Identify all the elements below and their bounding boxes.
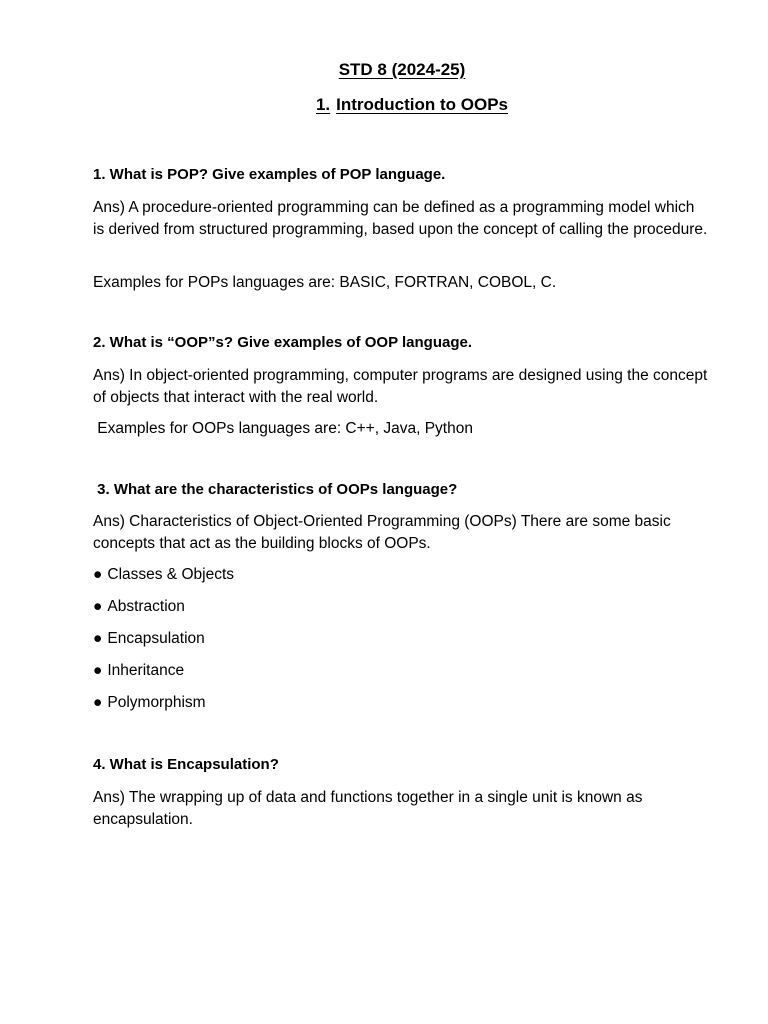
question-3: 3. What are the characteristics of OOPs language?: [93, 481, 458, 498]
chapter-number: 1.: [315, 95, 331, 114]
bullet-item: [93, 630, 205, 648]
bullet-item: [93, 662, 184, 680]
bullet-text: Polymorphism: [107, 694, 206, 711]
bullet-item: [93, 694, 206, 712]
bullet-text: Classes & Objects: [107, 566, 235, 583]
chapter-heading: [28, 95, 768, 115]
bullet-icon: ●: [93, 662, 103, 679]
bullet-icon: ●: [93, 694, 103, 711]
bullet-text: Encapsulation: [107, 630, 205, 647]
examples-1: Examples for POPs languages are: BASIC, FORTRAN, COBOL, C.: [93, 274, 557, 291]
question-1: 1. What is POP? Give examples of POP language.: [93, 166, 446, 183]
question-4: 4. What is Encapsulation?: [93, 756, 279, 773]
class-year-text: STD 8 (2024-25): [338, 60, 466, 79]
bullet-icon: ●: [93, 630, 103, 647]
bullet-text: Inheritance: [107, 662, 185, 679]
answer-2: Ans) In object-oriented programming, computer programs are designed using the concept of objects that interact with the real world.: [93, 367, 708, 406]
chapter-title: Introduction to OOPs: [336, 95, 509, 114]
class-year-heading: [18, 60, 768, 80]
bullet-icon: ●: [93, 598, 103, 615]
bullet-item: [93, 598, 185, 616]
examples-2: Examples for OOPs languages are: C++, Java, Python: [93, 420, 473, 437]
bullet-icon: ●: [93, 566, 103, 583]
bullet-item: [93, 566, 234, 584]
answer-1: Ans) A procedure-oriented programming can be defined as a programming model which is derived from structured programming, based upon the concept of calling the procedure.: [93, 199, 708, 238]
question-2: 2. What is “OOP”s? Give examples of OOP language.: [93, 334, 472, 351]
answer-3: Ans) Characteristics of Object-Oriented Programming (OOPs) There are some basic concepts that act as the building blocks of OOPs.: [93, 513, 671, 552]
answer-4: Ans) The wrapping up of data and functions together in a single unit is known as encapsulation.: [93, 789, 643, 828]
bullet-text: Abstraction: [107, 598, 185, 615]
